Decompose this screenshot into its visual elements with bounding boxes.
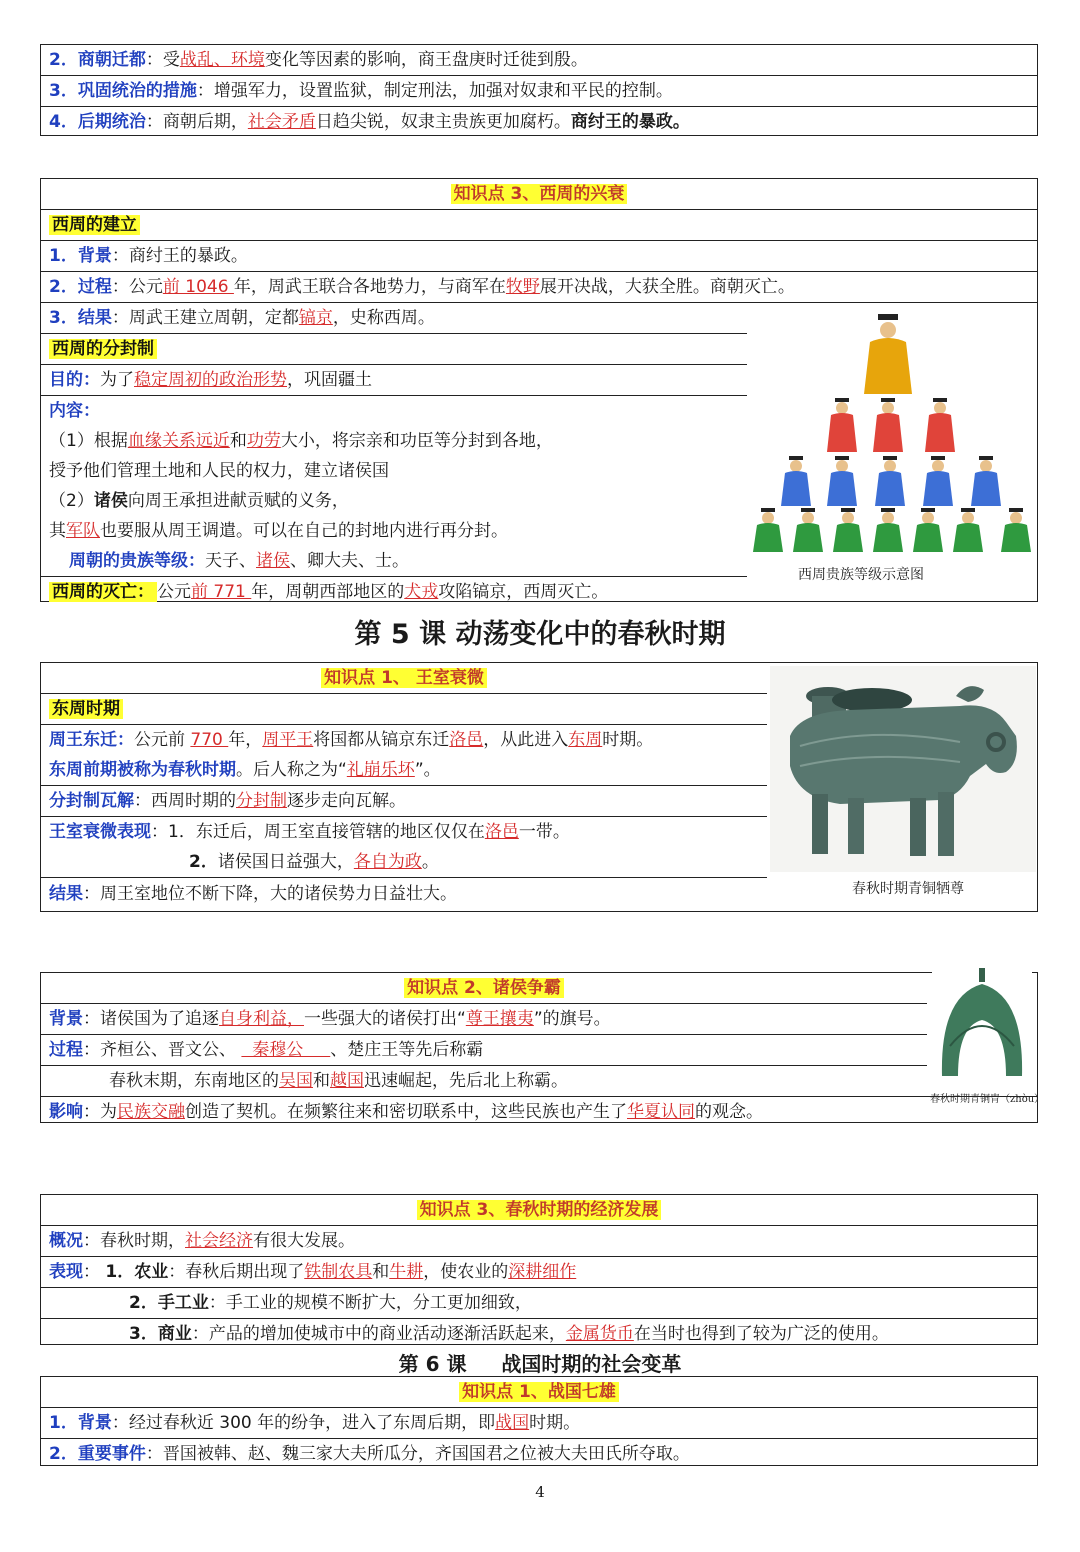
- spring-autumn-row: 东周前期被称为春秋时期。后人称之为“礼崩乐坏”。: [49, 760, 441, 780]
- decline-signs-row: 王室衰微表现：1．东迁后，周王室直接管辖的地区仅仅在洛邑一带。: [41, 816, 767, 847]
- subheading-founding: 西周的建立: [41, 209, 1037, 240]
- western-zhou-fall: 西周的灭亡： 公元前 771 年，周朝西部地区的犬戎攻陷镐京，西周灭亡。: [41, 576, 747, 607]
- hegemony-impact-row: 影响：为民族交融创造了契机。在频繁往来和密切联系中，这些民族也产生了华夏认同的观念。: [41, 1096, 1037, 1127]
- economy-handicraft-row: 2．手工业：手工业的规模不断扩大，分工更加细致，: [41, 1287, 1037, 1318]
- warring-events-row: 2．重要事件：晋国被韩、赵、魏三家大夫所瓜分，齐国国君之位被大夫田氏所夺取。: [41, 1438, 1037, 1469]
- noble-figure: [827, 398, 857, 452]
- lesson-6-title: 第 6 课 战国时期的社会变革: [398, 1352, 682, 1376]
- feudal-collapse-row: 分封制瓦解：西周时期的分封制逐步走向瓦解。: [41, 785, 767, 816]
- shang-row-2: 2．商朝迁都：受战乱、环境变化等因素的影响，商王盘庚时迁徙到殷。: [49, 50, 588, 70]
- founding-row-2: 2．过程：公元前 1046 年，周武王联合各地势力，与商军在牧野展开决战，大获全胜。商朝灭亡。: [41, 271, 1037, 302]
- decline-result-row: 结果：周王室地位不断下降，大的诸侯势力日益壮大。: [41, 877, 767, 911]
- section-heading: 知识点 1、战国七雄: [41, 1377, 1037, 1407]
- noble-figure: [953, 508, 983, 552]
- hegemony-process-row: 过程：齐桓公、晋文公、 秦穆公 、楚庄王等先后称霸: [41, 1034, 927, 1065]
- warring-states-table: [40, 1376, 1038, 1466]
- section-heading: 知识点 3、春秋时期的经济发展: [41, 1195, 1037, 1225]
- feudal-lords-row: [827, 398, 955, 452]
- decline-signs-row-2: 2．诸侯国日益强大，各自为政。: [189, 852, 439, 872]
- bronze-helmet-caption: 春秋时期青铜胄（zhòu）: [930, 1094, 1045, 1105]
- noble-figure: [781, 456, 811, 506]
- hegemony-process-row-2: 春秋末期，东南地区的吴国和越国迅速崛起，先后北上称霸。: [41, 1065, 927, 1096]
- feudal-content-2: 授予他们管理土地和人民的权力，建立诸侯国: [49, 461, 389, 481]
- subheading-eastern-zhou: 东周时期: [41, 693, 767, 724]
- shang-row-3: 3．巩固统治的措施：增强军力，设置监狱，制定刑法，加强对奴隶和平民的控制。: [41, 75, 1037, 106]
- eastern-move-row: 周王东迁：公元前 770 年，周平王将国都从镐京东迁洛邑，从此进入东周时期。: [41, 724, 767, 755]
- nobility-pyramid-figure: [752, 312, 1036, 568]
- noble-figure: [1001, 508, 1031, 552]
- shang-row-4: 4．后期统治：商朝后期，社会矛盾日趋尖锐，奴隶主贵族更加腐朽。商纣王的暴政。: [41, 106, 1037, 137]
- section-heading: 知识点 1、 王室衰微: [41, 663, 767, 693]
- noble-figure: [873, 508, 903, 552]
- hegemony-background-row: 背景：诸侯国为了追逐自身利益，一些强大的诸侯打出“尊王攘夷”的旗号。: [41, 1003, 927, 1034]
- bronze-helmet-image: [932, 966, 1032, 1086]
- noble-figure: [875, 456, 905, 506]
- bronze-ox-vessel-image: [770, 666, 1036, 872]
- warring-background-row: 1．背景：经过春秋近 300 年的纷争，进入了东周后期，即战国时期。: [41, 1407, 1037, 1438]
- founding-row-3: 3．结果：周武王建立周朝，定都镐京，史称西周。: [41, 302, 1037, 333]
- scholars-row: [753, 508, 1031, 552]
- founding-row-1: 1．背景：商纣王的暴政。: [41, 240, 1037, 271]
- ministers-row: [781, 456, 1001, 506]
- noble-figure: [793, 508, 823, 552]
- feudal-rank: 周朝的贵族等级：天子、诸侯、卿大夫、士。: [69, 551, 409, 571]
- economy-table: [40, 1194, 1038, 1345]
- section-heading: 知识点 2、诸侯争霸: [41, 973, 927, 1003]
- feudal-content-1: （1）根据血缘关系远近和功劳大小，将宗亲和功臣等分封到各地，: [49, 431, 553, 451]
- feudal-content-4: 其军队也要服从周王调遣。可以在自己的封地内进行再分封。: [49, 521, 508, 541]
- noble-figure: [833, 508, 863, 552]
- feudal-content-3: （2）诸侯向周王承担进献贡赋的义务，: [49, 491, 349, 511]
- page-number: 4: [535, 1483, 545, 1501]
- noble-figure: [923, 456, 953, 506]
- lesson-5-title: 第 5 课 动荡变化中的春秋时期: [354, 619, 726, 650]
- feudal-purpose: 目的：为了稳定周初的政治形势，巩固疆土: [41, 364, 747, 395]
- section-heading: 知识点 3、西周的兴衰: [41, 179, 1037, 209]
- noble-figure: [971, 456, 1001, 506]
- pyramid-caption: 西周贵族等级示意图: [798, 567, 924, 583]
- subheading-feudal: 西周的分封制: [41, 333, 747, 364]
- king-figure: [864, 314, 912, 394]
- feudal-content-label: 内容：: [41, 395, 747, 426]
- hegemony-table: [40, 972, 1038, 1123]
- noble-figure: [873, 398, 903, 452]
- bronze-vessel-caption: 春秋时期青铜牺尊: [852, 881, 964, 897]
- noble-figure: [827, 456, 857, 506]
- shang-dynasty-table: [40, 44, 1038, 136]
- economy-commerce-row: 3．商业：产品的增加使城市中的商业活动逐渐活跃起来，金属货币在当时也得到了较为广泛的使用。: [41, 1318, 1037, 1349]
- economy-agriculture-row: 表现： 1．农业：春秋后期出现了铁制农具和牛耕，使农业的深耕细作: [41, 1256, 1037, 1287]
- noble-figure: [753, 508, 783, 552]
- noble-figure: [925, 398, 955, 452]
- noble-figure: [913, 508, 943, 552]
- economy-overview-row: 概况：春秋时期，社会经济有很大发展。: [41, 1225, 1037, 1256]
